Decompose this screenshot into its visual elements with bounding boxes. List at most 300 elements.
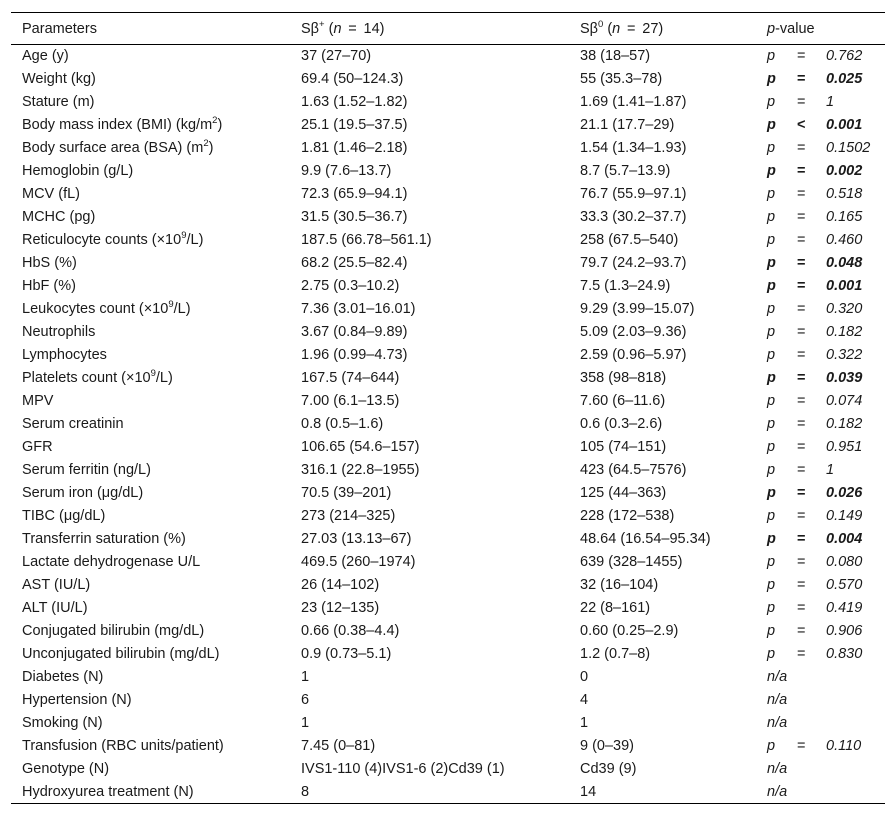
cell-pvalue xyxy=(756,505,885,528)
header-group2-n: 27 xyxy=(642,20,659,37)
pvalue-operator: = xyxy=(797,600,806,616)
pvalue-operator: = xyxy=(797,738,806,754)
pvalue-symbol: p xyxy=(767,462,776,478)
cell-group2-value: 1.54 (1.34–1.93) xyxy=(580,140,687,156)
cell-group2-value: 9.29 (3.99–15.07) xyxy=(580,301,695,317)
pvalue-operator: = xyxy=(797,232,806,248)
pvalue-number: 0.080 xyxy=(826,554,863,570)
pvalue-symbol: p xyxy=(767,531,776,547)
cell-group2-value: 0.60 (0.25–2.9) xyxy=(580,623,679,639)
cell-pvalue xyxy=(756,551,885,574)
pvalue xyxy=(767,439,862,455)
cell-parameter xyxy=(11,91,290,114)
pvalue xyxy=(767,623,862,639)
cell-parameter xyxy=(11,528,290,551)
table-row xyxy=(11,275,885,298)
cell-pvalue xyxy=(756,689,885,712)
pvalue-operator: = xyxy=(797,48,806,65)
parameter-label: Hemoglobin (g/L) xyxy=(22,163,134,179)
pvalue-symbol: p xyxy=(767,209,776,225)
cell-parameter xyxy=(11,689,290,712)
pvalue-number: 0.025 xyxy=(826,71,863,87)
parameter-superscript: 2 xyxy=(203,138,209,150)
cell-pvalue xyxy=(756,252,885,275)
cell-group2-value: 1 xyxy=(580,715,589,731)
pvalue-number: 0.762 xyxy=(826,48,863,65)
cell-group1-value: 1.81 (1.46–2.18) xyxy=(301,140,408,156)
table-row xyxy=(11,68,885,91)
cell-group1-value: 37 (27–70) xyxy=(301,48,372,65)
pvalue-operator: = xyxy=(797,577,806,593)
table-row xyxy=(11,735,885,758)
cell-group2-value: 21.1 (17.7–29) xyxy=(580,117,675,133)
pvalue-operator: = xyxy=(797,347,806,363)
pvalue-number: 0.182 xyxy=(826,324,863,340)
cell-group1-value: 187.5 (66.78–561.1) xyxy=(301,232,432,248)
parameter-superscript: 9 xyxy=(168,299,174,311)
cell-group1-value: 2.75 (0.3–10.2) xyxy=(301,278,400,294)
pvalue-symbol: p xyxy=(767,393,776,409)
cell-group2-value: 358 (98–818) xyxy=(580,370,667,386)
cell-parameter xyxy=(11,551,290,574)
pvalue-not-applicable: n/a xyxy=(767,783,788,800)
cell-group2-value: 1.69 (1.41–1.87) xyxy=(580,94,687,110)
cell-pvalue xyxy=(756,68,885,91)
cell-group2-value: 48.64 (16.54–95.34) xyxy=(580,531,711,547)
pvalue-operator: = xyxy=(797,186,806,202)
pvalue-number: 0.460 xyxy=(826,232,863,248)
cell-group1-value: 3.67 (0.84–9.89) xyxy=(301,324,408,340)
cell-pvalue xyxy=(756,413,885,436)
cell-group1-value: 25.1 (19.5–37.5) xyxy=(301,117,408,133)
pvalue-number: 0.830 xyxy=(826,646,863,662)
cell-group2-value: 8.7 (5.7–13.9) xyxy=(580,163,671,179)
pvalue-operator: = xyxy=(797,255,806,271)
pvalue-symbol: p xyxy=(767,163,776,179)
pvalue-operator: = xyxy=(797,209,806,225)
cell-pvalue xyxy=(756,160,885,183)
table-row xyxy=(11,390,885,413)
pvalue-symbol: p xyxy=(767,416,776,432)
cell-group2-value: 14 xyxy=(569,781,756,804)
table-row xyxy=(11,45,885,68)
pvalue-number: 0.004 xyxy=(826,531,863,547)
pvalue xyxy=(767,554,862,570)
pvalue-number: 0.002 xyxy=(826,163,863,179)
parameter-label: Hypertension (N) xyxy=(22,692,132,708)
table-row xyxy=(11,298,885,321)
header-group1-sym: Sβ xyxy=(301,20,320,37)
cell-pvalue xyxy=(756,137,885,160)
pvalue-significant xyxy=(767,163,862,179)
header-row xyxy=(11,13,885,45)
cell-pvalue xyxy=(756,436,885,459)
cell-parameter xyxy=(11,137,290,160)
pvalue-operator: = xyxy=(797,301,806,317)
pvalue xyxy=(767,462,834,478)
pvalue-not-applicable: n/a xyxy=(767,715,788,731)
cell-group1-value: 70.5 (39–201) xyxy=(301,485,392,501)
table-row xyxy=(11,183,885,206)
cell-pvalue xyxy=(756,712,885,735)
parameter-label: Serum iron (μg/dL) xyxy=(22,485,144,501)
table-row xyxy=(11,643,885,666)
cell-group1-value: 167.5 (74–644) xyxy=(301,370,400,386)
cell-parameter xyxy=(11,206,290,229)
cell-group1-value: 1 xyxy=(301,715,310,731)
parameter-superscript: 9 xyxy=(150,368,156,380)
header-p-prefix: p xyxy=(767,20,776,37)
table-row xyxy=(11,689,885,712)
cell-group2-value: 0 xyxy=(580,669,589,685)
cell-pvalue xyxy=(756,482,885,505)
cell-group2-value: 2.59 (0.96–5.97) xyxy=(580,347,687,363)
pvalue-significant xyxy=(767,71,862,87)
cell-group1-value: 469.5 (260–1974) xyxy=(301,554,416,570)
pvalue-symbol: p xyxy=(767,301,776,317)
table-row xyxy=(11,252,885,275)
pvalue-operator: = xyxy=(797,393,806,409)
parameter-label: GFR xyxy=(22,439,53,455)
parameter-label: HbF (%) xyxy=(22,278,76,294)
cell-parameter xyxy=(11,781,290,804)
header-group1: Sβ+ (n = 14) xyxy=(290,13,569,45)
cell-group2-value: 125 (44–363) xyxy=(580,485,667,501)
pvalue-operator: = xyxy=(797,531,806,547)
table-row xyxy=(11,666,885,689)
cell-parameter xyxy=(11,574,290,597)
table-row xyxy=(11,528,885,551)
table-row xyxy=(11,574,885,597)
pvalue-number: 0.048 xyxy=(826,255,863,271)
parameter-label: MCHC (pg) xyxy=(22,209,96,225)
cell-group2-value: 79.7 (24.2–93.7) xyxy=(580,255,687,271)
table-row xyxy=(11,229,885,252)
pvalue-number: 0.322 xyxy=(826,347,863,363)
cell-group1-value: 0.9 (0.73–5.1) xyxy=(301,646,392,662)
pvalue-operator: < xyxy=(797,117,806,133)
pvalue-symbol: p xyxy=(767,485,776,501)
parameter-label: Smoking (N) xyxy=(22,715,103,731)
pvalue-symbol: p xyxy=(767,370,776,386)
table-row xyxy=(11,758,885,781)
parameter-label: Unconjugated bilirubin (mg/dL) xyxy=(22,646,220,662)
pvalue-not-applicable: n/a xyxy=(767,692,788,708)
cell-parameter xyxy=(11,252,290,275)
pvalue-symbol: p xyxy=(767,577,776,593)
cell-group1-value: 273 (214–325) xyxy=(301,508,396,524)
pvalue-number: 0.419 xyxy=(826,600,863,616)
pvalue-operator: = xyxy=(797,554,806,570)
pvalue-not-applicable: n/a xyxy=(767,669,788,685)
parameter-label: Hydroxyurea treatment (N) xyxy=(22,783,194,800)
cell-parameter xyxy=(11,735,290,758)
cell-group1-value: 0.66 (0.38–4.4) xyxy=(301,623,400,639)
cell-parameter xyxy=(11,160,290,183)
cell-pvalue xyxy=(756,114,885,137)
pvalue-symbol: p xyxy=(767,554,776,570)
cell-parameter xyxy=(11,390,290,413)
comparison-table xyxy=(11,12,885,804)
pvalue-number: 0.001 xyxy=(826,278,863,294)
table-row xyxy=(11,137,885,160)
parameter-label: Weight (kg) xyxy=(22,71,96,87)
parameter-label: Body mass index (BMI) (kg/m xyxy=(22,117,213,133)
pvalue-symbol: p xyxy=(767,140,776,156)
pvalue xyxy=(767,48,862,64)
pvalue-number: 0.074 xyxy=(826,393,863,409)
pvalue-symbol: p xyxy=(767,738,776,754)
cell-group1-value: 9.9 (7.6–13.7) xyxy=(301,163,392,179)
cell-parameter xyxy=(11,321,290,344)
cell-group2-value: 33.3 (30.2–37.7) xyxy=(580,209,687,225)
cell-group2-value: 423 (64.5–7576) xyxy=(580,462,687,478)
cell-group1-value: 7.36 (3.01–16.01) xyxy=(301,301,416,317)
parameter-label: Genotype (N) xyxy=(22,761,110,777)
pvalue-symbol: p xyxy=(767,600,776,616)
pvalue-symbol: p xyxy=(767,623,776,639)
header-group1-n-label: n xyxy=(333,20,342,37)
cell-group2-value: 22 (8–161) xyxy=(580,600,651,616)
cell-parameter xyxy=(11,666,290,689)
pvalue-symbol: p xyxy=(767,255,776,271)
table-row xyxy=(11,321,885,344)
pvalue-operator: = xyxy=(797,508,806,524)
cell-group2-value: 0.6 (0.3–2.6) xyxy=(580,416,663,432)
table-body xyxy=(11,45,885,804)
cell-parameter xyxy=(11,229,290,252)
pvalue xyxy=(767,140,870,156)
cell-group2-value: 258 (67.5–540) xyxy=(580,232,679,248)
pvalue-symbol: p xyxy=(767,646,776,662)
table-row xyxy=(11,551,885,574)
pvalue-number: 1 xyxy=(826,94,835,110)
pvalue-number: 0.1502 xyxy=(826,140,871,156)
cell-parameter xyxy=(11,413,290,436)
pvalue-significant xyxy=(767,117,862,133)
pvalue-symbol: p xyxy=(767,324,776,340)
cell-pvalue xyxy=(756,275,885,298)
header-pvalue xyxy=(756,13,885,45)
table-header xyxy=(11,13,885,45)
cell-parameter xyxy=(11,298,290,321)
parameter-label: Lactate dehydrogenase U/L xyxy=(22,554,201,570)
pvalue-symbol: p xyxy=(767,117,776,133)
cell-pvalue xyxy=(756,735,885,758)
parameter-suffix: ) xyxy=(208,140,214,156)
cell-pvalue xyxy=(756,528,885,551)
header-group2-n-label: n xyxy=(612,20,621,37)
pvalue-operator: = xyxy=(797,623,806,639)
cell-parameter xyxy=(11,459,290,482)
cell-group1-value: 1.96 (0.99–4.73) xyxy=(301,347,408,363)
pvalue-not-applicable: n/a xyxy=(767,761,788,777)
cell-pvalue xyxy=(756,229,885,252)
pvalue-operator: = xyxy=(797,94,806,110)
pvalue xyxy=(767,324,862,340)
pvalue-symbol: p xyxy=(767,186,776,202)
pvalue xyxy=(767,209,862,225)
pvalue-number: 0.182 xyxy=(826,416,863,432)
pvalue-number: 0.906 xyxy=(826,623,863,639)
pvalue-symbol: p xyxy=(767,347,776,363)
pvalue xyxy=(767,646,862,662)
cell-group1-value: 106.65 (54.6–157) xyxy=(301,439,420,455)
parameter-suffix: ) xyxy=(217,117,223,133)
cell-pvalue xyxy=(756,666,885,689)
parameter-label: Serum creatinin xyxy=(22,416,124,432)
cell-group1-value: 0.8 (0.5–1.6) xyxy=(301,416,384,432)
parameter-label: Neutrophils xyxy=(22,324,96,340)
parameter-label: Serum ferritin (ng/L) xyxy=(22,462,151,478)
pvalue-significant xyxy=(767,485,862,501)
cell-group1-value: 1 xyxy=(301,669,310,685)
pvalue-operator: = xyxy=(797,416,806,432)
pvalue-number: 0.570 xyxy=(826,577,863,593)
parameter-label: TIBC (μg/dL) xyxy=(22,508,106,524)
parameter-suffix: /L) xyxy=(155,370,173,386)
cell-parameter xyxy=(11,758,290,781)
parameter-label: HbS (%) xyxy=(22,255,77,271)
pvalue-operator: = xyxy=(797,646,806,662)
parameter-suffix: /L) xyxy=(173,301,191,317)
pvalue-number: 1 xyxy=(826,462,835,478)
cell-parameter xyxy=(11,114,290,137)
table-row xyxy=(11,597,885,620)
table-row xyxy=(11,114,885,137)
pvalue-operator: = xyxy=(797,439,806,455)
cell-pvalue xyxy=(756,344,885,367)
pvalue-symbol: p xyxy=(767,48,776,65)
pvalue-number: 0.518 xyxy=(826,186,863,202)
cell-pvalue xyxy=(756,643,885,666)
pvalue-number: 0.026 xyxy=(826,485,863,501)
pvalue-operator: = xyxy=(797,462,806,478)
parameter-label: Stature (m) xyxy=(22,94,95,110)
pvalue-number: 0.039 xyxy=(826,370,863,386)
parameter-label: Diabetes (N) xyxy=(22,669,104,685)
pvalue-significant xyxy=(767,531,862,547)
cell-pvalue xyxy=(756,620,885,643)
pvalue-significant xyxy=(767,278,862,294)
cell-group2-value: 76.7 (55.9–97.1) xyxy=(580,186,687,202)
header-parameters xyxy=(11,13,290,45)
cell-pvalue xyxy=(756,758,885,781)
cell-group1-value: 8 xyxy=(290,781,569,804)
pvalue-operator: = xyxy=(797,485,806,501)
parameter-suffix: /L) xyxy=(186,232,204,248)
cell-group1-value: 68.2 (25.5–82.4) xyxy=(301,255,408,271)
cell-parameter xyxy=(11,367,290,390)
table-row xyxy=(11,206,885,229)
pvalue-operator: = xyxy=(797,163,806,179)
pvalue-symbol: p xyxy=(767,232,776,248)
pvalue-symbol: p xyxy=(767,94,776,110)
header-group2: $S\beta^0$ (n = 27) xyxy=(569,13,756,45)
parameter-label: Conjugated bilirubin (mg/dL) xyxy=(22,623,205,639)
pvalue-significant xyxy=(767,255,862,271)
cell-group1-value: 1.63 (1.52–1.82) xyxy=(301,94,408,110)
pvalue-number: 0.149 xyxy=(826,508,863,524)
cell-group1-value: 7.45 (0–81) xyxy=(301,738,376,754)
parameter-label: MPV xyxy=(22,393,54,409)
pvalue-number: 0.110 xyxy=(826,738,862,754)
header-group1-sup: + xyxy=(319,18,325,30)
cell-group2-value: 5.09 (2.03–9.36) xyxy=(580,324,687,340)
cell-parameter xyxy=(11,68,290,91)
parameter-label: Transferrin saturation (%) xyxy=(22,531,186,547)
cell-group1-value: 69.4 (50–124.3) xyxy=(301,71,404,87)
cell-parameter xyxy=(11,275,290,298)
pvalue-symbol: p xyxy=(767,278,776,294)
table-row xyxy=(11,91,885,114)
cell-group1-value: 7.00 (6.1–13.5) xyxy=(301,393,400,409)
pvalue-number: 0.165 xyxy=(826,209,863,225)
pvalue-symbol: p xyxy=(767,439,776,455)
header-group2-sup: 0 xyxy=(598,18,604,30)
cell-group1-value: 26 (14–102) xyxy=(301,577,380,593)
cell-parameter xyxy=(11,436,290,459)
parameter-label: Platelets count (×10 xyxy=(22,370,151,386)
table-row xyxy=(11,436,885,459)
header-group2-sym: Sβ xyxy=(580,20,599,37)
cell-parameter xyxy=(11,344,290,367)
pvalue-operator: = xyxy=(797,370,806,386)
cell-pvalue xyxy=(756,91,885,114)
cell-parameter xyxy=(11,482,290,505)
parameter-label: Body surface area (BSA) (m xyxy=(22,140,204,156)
cell-group2-value: Cd39 (9) xyxy=(580,761,637,777)
cell-group2-value: 228 (172–538) xyxy=(580,508,675,524)
cell-group1-value: 6 xyxy=(301,692,310,708)
pvalue-operator: = xyxy=(797,324,806,340)
pvalue-significant xyxy=(767,370,862,386)
cell-group2-value: 4 xyxy=(580,692,589,708)
cell-pvalue xyxy=(756,390,885,413)
header-group1-n: 14 xyxy=(363,20,380,37)
pvalue xyxy=(767,232,862,248)
cell-pvalue xyxy=(756,298,885,321)
parameter-label: Leukocytes count (×10 xyxy=(22,301,169,317)
cell-parameter xyxy=(11,183,290,206)
cell-group1-value: 27.03 (13.13–67) xyxy=(301,531,412,547)
pvalue xyxy=(767,393,862,409)
table-row xyxy=(11,712,885,735)
cell-group2-value: 7.60 (6–11.6) xyxy=(580,393,666,409)
pvalue xyxy=(767,347,862,363)
pvalue-operator: = xyxy=(797,140,806,156)
header-p-suffix: -value xyxy=(775,20,815,37)
pvalue-number: 0.951 xyxy=(826,439,863,455)
pvalue-number: 0.320 xyxy=(826,301,863,317)
cell-group1-value: 23 (12–135) xyxy=(301,600,380,616)
parameter-label: MCV (fL) xyxy=(22,186,80,202)
cell-group1-value: 316.1 (22.8–1955) xyxy=(301,462,420,478)
pvalue-number: 0.001 xyxy=(826,117,863,133)
cell-parameter xyxy=(11,505,290,528)
table-row xyxy=(11,160,885,183)
cell-group2-value: 38 (18–57) xyxy=(580,48,651,65)
pvalue xyxy=(767,94,834,110)
cell-group2-value: 32 (16–104) xyxy=(580,577,659,593)
cell-pvalue xyxy=(756,45,885,68)
pvalue xyxy=(767,738,861,754)
header-group1-eq: = xyxy=(348,20,357,37)
table-row xyxy=(11,781,885,804)
cell-parameter xyxy=(11,45,290,68)
pvalue xyxy=(767,600,862,616)
cell-group1-value: 72.3 (65.9–94.1) xyxy=(301,186,408,202)
